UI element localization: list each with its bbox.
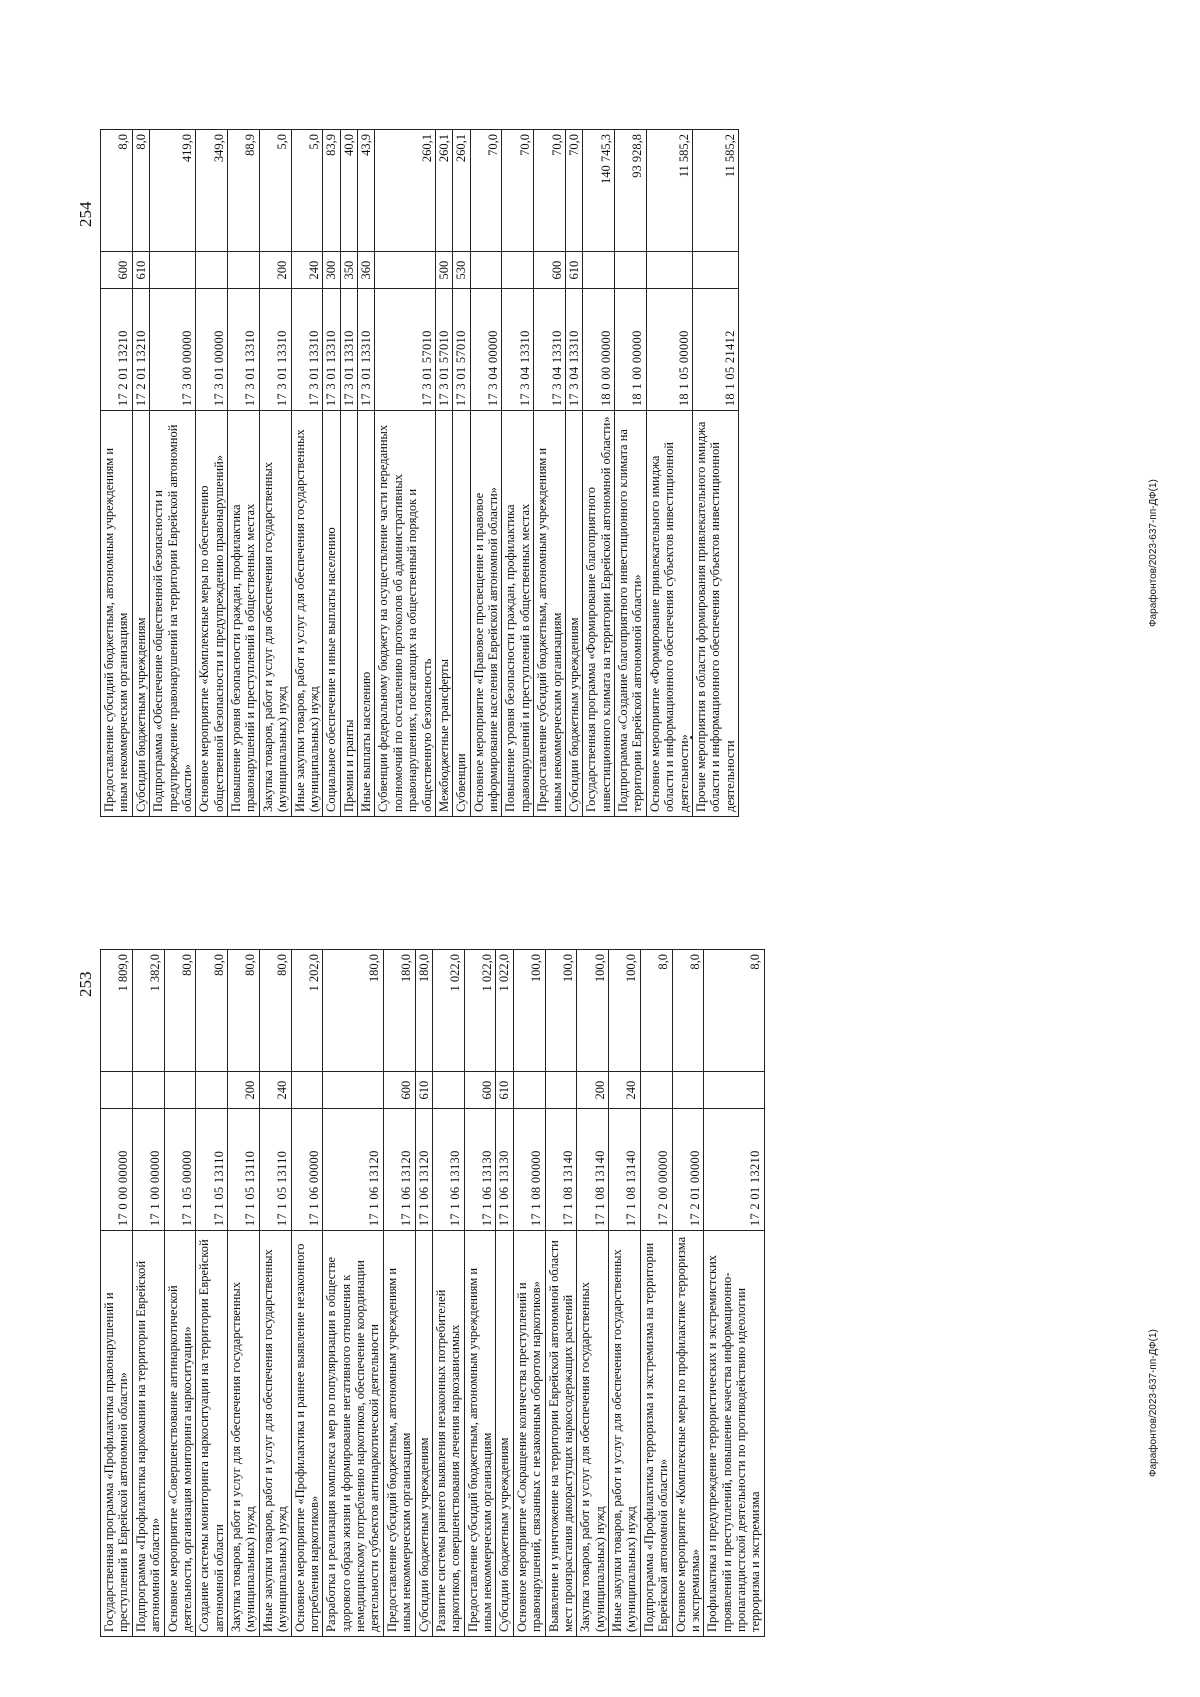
amount-cell: 70,0 — [534, 130, 566, 252]
expense-type-cell — [502, 251, 534, 289]
row-name-cell: Повышение уровня безопасности граждан, профилактика правонарушений и преступлений в общественных местах — [228, 411, 260, 817]
row-name-cell: Основное мероприятие «Правовое просвещение и правовое информирование населения Еврейской автономной области» — [470, 411, 502, 817]
amount-cell: 419,0 — [150, 130, 196, 252]
table-row — [150, 130, 196, 817]
expense-type-cell: 350 — [340, 251, 357, 289]
expense-type-cell — [672, 1071, 704, 1109]
table-row — [583, 130, 615, 817]
table-row — [534, 130, 566, 817]
row-name-cell: Иные закупки товаров, работ и услуг для обеспечения государственных (муниципальных) нужд — [609, 1231, 641, 1637]
target-article-code-cell: 17 3 01 13310 — [291, 289, 323, 411]
row-name-cell: Создание системы мониторинга наркоситуации на территории Еврейской автономной области — [196, 1231, 228, 1637]
target-article-code-cell: 17 3 04 00000 — [470, 289, 502, 411]
table-row — [101, 950, 133, 1637]
row-name-cell: Государственная программа «Профилактика правонарушений и преступлений в Еврейской автономной области» — [101, 1231, 133, 1637]
budget-table — [100, 949, 765, 1637]
table-row — [435, 130, 452, 817]
target-article-code-cell: 17 1 05 13110 — [259, 1109, 291, 1231]
target-article-code-cell: 17 3 01 13310 — [358, 289, 375, 411]
row-name-cell: Основное мероприятие «Совершенствование антинаркотической деятельности, организация мониторинга наркоситуации» — [164, 1231, 196, 1637]
table-row — [323, 950, 384, 1637]
amount-cell: 40,0 — [340, 130, 357, 252]
table-row — [704, 950, 765, 1637]
row-name-cell: Предоставление субсидий бюджетным, автономным учреждениям и иным некоммерческим организациям — [534, 411, 566, 817]
row-name-cell: Закупка товаров, работ и услуг для обеспечения государственных (муниципальных) нужд — [259, 411, 291, 817]
target-article-code-cell: 17 1 00 00000 — [132, 1109, 164, 1231]
table-row — [464, 950, 496, 1637]
expense-type-cell — [164, 1071, 196, 1109]
target-article-code-cell: 17 1 08 00000 — [513, 1109, 545, 1231]
target-article-code-cell: 17 1 05 00000 — [164, 1109, 196, 1231]
expense-type-cell — [646, 251, 692, 289]
expense-type-cell: 600 — [383, 1071, 415, 1109]
target-article-code-cell: 17 3 00 00000 — [150, 289, 196, 411]
row-name-cell: Предоставление субсидий бюджетным, автономным учреждениям и иным некоммерческим организациям — [101, 411, 133, 817]
table-row — [609, 950, 641, 1637]
page-254 — [0, 67, 1200, 877]
budget-table-body — [101, 130, 739, 817]
table-row — [646, 130, 692, 817]
expense-type-cell: 610 — [565, 251, 582, 289]
row-name-cell: Предоставление субсидий бюджетным, автономным учреждениям и иным некоммерческим организациям — [464, 1231, 496, 1637]
table-row — [259, 950, 291, 1637]
table-row — [291, 950, 323, 1637]
amount-cell: 8,0 — [640, 950, 672, 1072]
row-name-cell: Субсидии бюджетным учреждениям — [565, 411, 582, 817]
amount-cell: 80,0 — [259, 950, 291, 1072]
expense-type-cell: 200 — [577, 1071, 609, 1109]
expense-type-cell: 600 — [464, 1071, 496, 1109]
amount-cell: 180,0 — [323, 950, 384, 1072]
table-row — [615, 130, 647, 817]
amount-cell: 11 585,2 — [692, 130, 738, 252]
expense-type-cell: 530 — [453, 251, 470, 289]
table-row — [259, 130, 291, 817]
expense-type-cell — [228, 251, 260, 289]
budget-table-body — [101, 950, 765, 1637]
target-article-code-cell: 17 3 01 00000 — [196, 289, 228, 411]
expense-type-cell — [640, 1071, 672, 1109]
table-row — [323, 130, 340, 817]
target-article-code-cell: 18 1 00 00000 — [615, 289, 647, 411]
row-name-cell: Повышение уровня безопасности граждан, профилактика правонарушений и преступлений в общественных местах — [502, 411, 534, 817]
row-name-cell: Межбюджетные трансферты — [435, 411, 452, 817]
table-row — [453, 130, 470, 817]
target-article-code-cell: 17 3 01 13310 — [228, 289, 260, 411]
table-row — [101, 130, 133, 817]
row-name-cell: Субсидии бюджетным учреждениям — [496, 1231, 513, 1637]
table-row — [375, 130, 436, 817]
amount-cell: 43,9 — [358, 130, 375, 252]
expense-type-cell: 240 — [291, 251, 323, 289]
target-article-code-cell: 17 1 06 13130 — [496, 1109, 513, 1231]
amount-cell: 93 928,8 — [615, 130, 647, 252]
expense-type-cell — [470, 251, 502, 289]
amount-cell: 8,0 — [132, 130, 149, 252]
target-article-code-cell: 17 3 04 13310 — [502, 289, 534, 411]
table-row — [383, 950, 415, 1637]
amount-cell: 88,9 — [228, 130, 260, 252]
expense-type-cell — [291, 1071, 323, 1109]
table-row — [196, 950, 228, 1637]
row-name-cell: Иные закупки товаров, работ и услуг для обеспечения государственных (муниципальных) нужд — [259, 1231, 291, 1637]
target-article-code-cell: 17 1 06 13120 — [323, 1109, 384, 1231]
target-article-code-cell: 17 1 05 13110 — [228, 1109, 260, 1231]
amount-cell: 1 809,0 — [101, 950, 133, 1072]
table-row — [228, 950, 260, 1637]
table-row — [132, 130, 149, 817]
row-name-cell: Премии и гранты — [340, 411, 357, 817]
amount-cell: 70,0 — [565, 130, 582, 252]
row-name-cell: Прочие мероприятия в области формирования привлекательного имиджа области и информационного обеспечения субъектов инвестиционной деятельности — [692, 411, 738, 817]
table-row — [577, 950, 609, 1637]
expense-type-cell: 300 — [323, 251, 340, 289]
table-row — [164, 950, 196, 1637]
amount-cell: 83,9 — [323, 130, 340, 252]
row-name-cell: Основное мероприятие «Формирование привлекательного имиджа области и информационного обеспечения субъектов инвестиционной деятельности» — [646, 411, 692, 817]
row-name-cell: Социальное обеспечение и иные выплаты населению — [323, 411, 340, 817]
table-row — [692, 130, 738, 817]
expense-type-cell: 240 — [259, 1071, 291, 1109]
table-row — [228, 130, 260, 817]
expense-type-cell — [132, 1071, 164, 1109]
row-name-cell: Иные выплаты населению — [358, 411, 375, 817]
target-article-code-cell: 17 3 01 13310 — [323, 289, 340, 411]
row-name-cell: Субвенции федеральному бюджету на осуществление части переданных полномочий по составлению протоколов об административных правонарушениях, посягающих на общественный порядок и общественную безопасность — [375, 411, 436, 817]
amount-cell: 140 745,3 — [583, 130, 615, 252]
expense-type-cell — [375, 251, 436, 289]
row-name-cell: Субвенции — [453, 411, 470, 817]
amount-cell: 1 022,0 — [432, 950, 464, 1072]
target-article-code-cell: 17 1 06 13130 — [464, 1109, 496, 1231]
expense-type-cell — [583, 251, 615, 289]
table-row — [502, 130, 534, 817]
row-name-cell: Иные закупки товаров, работ и услуг для обеспечения государственных (муниципальных) нужд — [291, 411, 323, 817]
row-name-cell: Государственная программа «Формирование благоприятного инвестиционного климата на территории Еврейской автономной области» — [583, 411, 615, 817]
row-name-cell: Основное мероприятие «Комплексные меры по профилактике терроризма и экстремизма» — [672, 1231, 704, 1637]
row-name-cell: Закупка товаров, работ и услуг для обеспечения государственных (муниципальных) нужд — [228, 1231, 260, 1637]
document-footer: Фарафонтов/2023-637-пп-ДФ(1) — [1148, 479, 1159, 627]
expense-type-cell — [513, 1071, 545, 1109]
amount-cell: 260,1 — [375, 130, 436, 252]
row-name-cell: Предоставление субсидий бюджетным, автономным учреждениям и иным некоммерческим организациям — [383, 1231, 415, 1637]
row-name-cell: Субсидии бюджетным учреждениям — [415, 1231, 432, 1637]
expense-type-cell — [432, 1071, 464, 1109]
target-article-code-cell: 17 2 01 13210 — [704, 1109, 765, 1231]
table-row — [291, 130, 323, 817]
page-number: 253 — [76, 971, 95, 997]
page-number: 254 — [76, 201, 95, 227]
amount-cell: 8,0 — [672, 950, 704, 1072]
budget-table — [100, 129, 739, 817]
table-row — [496, 950, 513, 1637]
target-article-code-cell: 17 0 00 00000 — [101, 1109, 133, 1231]
row-name-cell: Подпрограмма «Профилактика терроризма и экстремизма на территории Еврейской автономной области» — [640, 1231, 672, 1637]
expense-type-cell: 600 — [101, 251, 133, 289]
row-name-cell: Субсидии бюджетным учреждениям — [132, 411, 149, 817]
row-name-cell: Подпрограмма «Обеспечение общественной безопасности и предупреждение правонарушений на территории Еврейской автономной области» — [150, 411, 196, 817]
amount-cell: 100,0 — [577, 950, 609, 1072]
target-article-code-cell: 17 2 00 00000 — [640, 1109, 672, 1231]
expense-type-cell — [615, 251, 647, 289]
table-row — [196, 130, 228, 817]
expense-type-cell: 200 — [228, 1071, 260, 1109]
row-name-cell: Подпрограмма «Профилактика наркомании на территории Еврейской автономной области» — [132, 1231, 164, 1637]
target-article-code-cell: 18 1 05 00000 — [646, 289, 692, 411]
amount-cell: 8,0 — [101, 130, 133, 252]
expense-type-cell — [692, 251, 738, 289]
amount-cell: 11 585,2 — [646, 130, 692, 252]
target-article-code-cell: 17 2 01 00000 — [672, 1109, 704, 1231]
amount-cell: 100,0 — [545, 950, 577, 1072]
table-row — [340, 130, 357, 817]
page-253 — [0, 907, 1200, 1697]
amount-cell: 260,1 — [435, 130, 452, 252]
expense-type-cell — [323, 1071, 384, 1109]
row-name-cell: Закупка товаров, работ и услуг для обеспечения государственных (муниципальных) нужд — [577, 1231, 609, 1637]
expense-type-cell: 240 — [609, 1071, 641, 1109]
row-name-cell: Выявление и уничтожение на территории Еврейской автономной области мест произрастания дикорастущих наркосодержащих растений — [545, 1231, 577, 1637]
table-row — [132, 950, 164, 1637]
expense-type-cell: 500 — [435, 251, 452, 289]
document-footer: Фарафонтов/2023-637-пп-ДФ(1) — [1148, 1329, 1159, 1477]
amount-cell: 1 022,0 — [464, 950, 496, 1072]
target-article-code-cell: 17 1 06 00000 — [291, 1109, 323, 1231]
target-article-code-cell: 18 1 05 21412 — [692, 289, 738, 411]
expense-type-cell: 600 — [534, 251, 566, 289]
target-article-code-cell: 17 2 01 13210 — [132, 289, 149, 411]
target-article-code-cell: 17 3 04 13310 — [565, 289, 582, 411]
expense-type-cell — [545, 1071, 577, 1109]
expense-type-cell: 610 — [415, 1071, 432, 1109]
target-article-code-cell: 17 2 01 13210 — [101, 289, 133, 411]
table-row — [545, 950, 577, 1637]
expense-type-cell — [704, 1071, 765, 1109]
target-article-code-cell: 17 1 08 13140 — [545, 1109, 577, 1231]
table-row — [358, 130, 375, 817]
expense-type-cell — [101, 1071, 133, 1109]
target-article-code-cell: 17 1 08 13140 — [577, 1109, 609, 1231]
table-row — [640, 950, 672, 1637]
amount-cell: 80,0 — [228, 950, 260, 1072]
amount-cell: 70,0 — [502, 130, 534, 252]
expense-type-cell — [196, 251, 228, 289]
target-article-code-cell: 17 1 06 13130 — [432, 1109, 464, 1231]
amount-cell: 80,0 — [196, 950, 228, 1072]
target-article-code-cell: 17 1 06 13120 — [415, 1109, 432, 1231]
amount-cell: 80,0 — [164, 950, 196, 1072]
target-article-code-cell: 17 3 01 57010 — [375, 289, 436, 411]
row-name-cell: Разработка и реализация комплекса мер по популяризации в обществе здорового образа жизни и формирование негативного отношения к немедицинскому потреблению наркотиков, обеспечение координации деятельности субъектов антинаркотической деятельности — [323, 1231, 384, 1637]
table-row — [565, 130, 582, 817]
target-article-code-cell: 17 3 04 13310 — [534, 289, 566, 411]
amount-cell: 1 202,0 — [291, 950, 323, 1072]
table-row — [513, 950, 545, 1637]
amount-cell: 260,1 — [453, 130, 470, 252]
expense-type-cell: 360 — [358, 251, 375, 289]
amount-cell: 349,0 — [196, 130, 228, 252]
row-name-cell: Профилактика и предупреждение террористических и экстремистских проявлений и преступлений, повышение качества информационно-пропагандистской деятельности по противодействию идеологии терроризма и экстремизма — [704, 1231, 765, 1637]
table-row — [470, 130, 502, 817]
amount-cell: 5,0 — [259, 130, 291, 252]
expense-type-cell — [196, 1071, 228, 1109]
table-row — [672, 950, 704, 1637]
target-article-code-cell: 17 3 01 13310 — [340, 289, 357, 411]
target-article-code-cell: 17 3 01 57010 — [435, 289, 452, 411]
row-name-cell: Основное мероприятие «Комплексные меры по обеспечению общественной безопасности и предупреждению правонарушений» — [196, 411, 228, 817]
row-name-cell: Развитие системы раннего выявления незаконных потребителей наркотиков, совершенствования лечения наркозависимых — [432, 1231, 464, 1637]
table-row — [415, 950, 432, 1637]
expense-type-cell: 610 — [496, 1071, 513, 1109]
amount-cell: 180,0 — [415, 950, 432, 1072]
amount-cell: 100,0 — [609, 950, 641, 1072]
target-article-code-cell: 17 3 01 57010 — [453, 289, 470, 411]
expense-type-cell: 610 — [132, 251, 149, 289]
amount-cell: 1 022,0 — [496, 950, 513, 1072]
row-name-cell: Основное мероприятие «Профилактика и раннее выявление незаконного потребления наркотиков» — [291, 1231, 323, 1637]
target-article-code-cell: 17 1 08 13140 — [609, 1109, 641, 1231]
expense-type-cell — [150, 251, 196, 289]
target-article-code-cell: 18 0 00 00000 — [583, 289, 615, 411]
table-row — [432, 950, 464, 1637]
amount-cell: 5,0 — [291, 130, 323, 252]
row-name-cell: Подпрограмма «Создание благоприятного инвестиционного климата на территории Еврейской автономной области» — [615, 411, 647, 817]
row-name-cell: Основное мероприятие «Сокращение количества преступлений и правонарушений, связанных с незаконным оборотом наркотиков» — [513, 1231, 545, 1637]
target-article-code-cell: 17 1 06 13120 — [383, 1109, 415, 1231]
target-article-code-cell: 17 1 05 13110 — [196, 1109, 228, 1231]
amount-cell: 180,0 — [383, 950, 415, 1072]
expense-type-cell: 200 — [259, 251, 291, 289]
target-article-code-cell: 17 3 01 13310 — [259, 289, 291, 411]
amount-cell: 1 382,0 — [132, 950, 164, 1072]
amount-cell: 8,0 — [704, 950, 765, 1072]
amount-cell: 70,0 — [470, 130, 502, 252]
amount-cell: 100,0 — [513, 950, 545, 1072]
